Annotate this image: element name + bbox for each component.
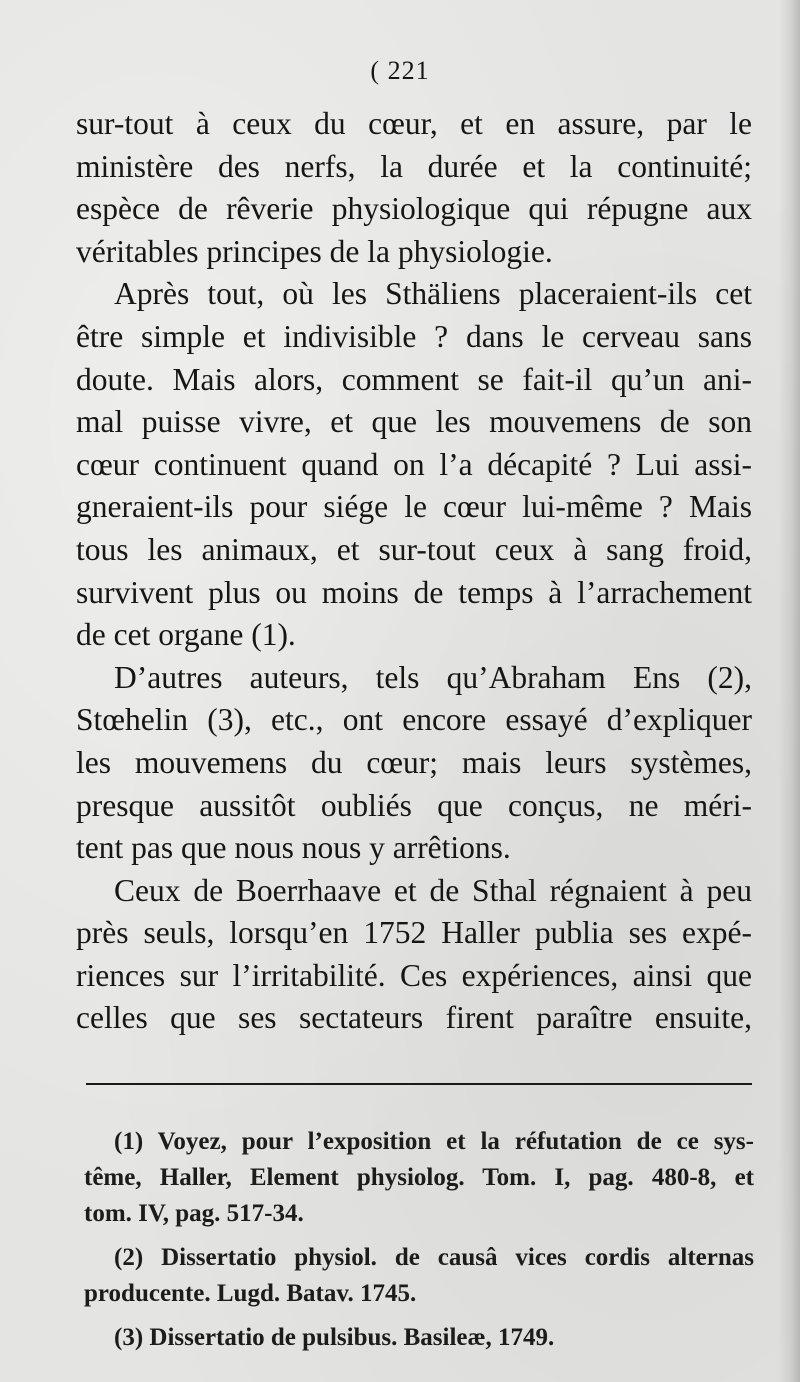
body-line: tent pas que nous nous y arrêtions. xyxy=(76,830,511,866)
footnote-2 xyxy=(84,1240,754,1312)
body-line: gneraient-ils pour siége le cœur lui-même ? Mais xyxy=(76,489,752,525)
body-line: les mouvemens du cœur; mais leurs systèmes, xyxy=(76,744,752,780)
footnote-line: (2) Dissertatio physiol. de causâ vices cordis alternas xyxy=(114,1244,754,1271)
footnote-3 xyxy=(84,1320,754,1356)
body-line: presque aussitôt oubliés que conçus, ne méri- xyxy=(76,787,752,823)
footnote-line: tême, Haller, Element physiolog. Tom. I, pag. 480-8, et xyxy=(84,1164,754,1191)
body-line: de cet organe (1). xyxy=(76,617,296,653)
footnotes xyxy=(84,1124,754,1364)
footnote-line: producente. Lugd. Batav. 1745. xyxy=(84,1280,417,1307)
page-edge-shadow xyxy=(778,0,800,1382)
page-number: ( 221 xyxy=(370,56,430,85)
body-line: Ceux de Boerrhaave et de Sthal régnaient à peu xyxy=(114,872,752,908)
body-line: sur-tout à ceux du cœur, et en assure, par le xyxy=(76,106,752,141)
body-line: celles que ses sectateurs firent paraître ensuite, xyxy=(76,1000,752,1036)
body-line: Après tout, où les Sthäliens placeraient-ils cet xyxy=(114,276,752,312)
body-line: D’autres auteurs, tels qu’Abraham Ens (2), xyxy=(114,659,752,695)
footnote-line: (1) Voyez, pour l’exposition et la réfutation de ce sys- xyxy=(114,1128,754,1155)
body-line: ministère des nerfs, la durée et la continuité; xyxy=(76,148,752,184)
body-line: véritables principes de la physiologie. xyxy=(76,233,553,269)
footnote-line: (3) Dissertatio de pulsibus. Basileæ, 1749. xyxy=(114,1324,555,1351)
body-line: mal puisse vivre, et que les mouvemens de son xyxy=(76,404,752,440)
body-line: près seuls, lorsqu’en 1752 Haller publia ses expé- xyxy=(76,915,752,951)
body-line: être simple et indivisible ? dans le cerveau sans xyxy=(76,318,752,354)
footnote-line: tom. IV, pag. 517-34. xyxy=(84,1200,304,1227)
footnote-1 xyxy=(84,1124,754,1232)
body-line: tous les animaux, et sur-tout ceux à sang froid, xyxy=(76,531,752,567)
body-line: cœur continuent quand on l’a décapité ? Lui assi- xyxy=(76,446,752,482)
footnote-divider xyxy=(86,1083,752,1085)
body-line: Stœhelin (3), etc., ont encore essayé d’expliquer xyxy=(76,702,752,738)
body-line: doute. Mais alors, comment se fait-il qu’un ani- xyxy=(76,361,752,397)
body-line: riences sur l’irritabilité. Ces expériences, ainsi que xyxy=(76,957,752,993)
main-text xyxy=(76,103,752,1040)
body-line: espèce de rêverie physiologique qui répugne aux xyxy=(76,191,752,227)
body-line: survivent plus ou moins de temps à l’arrachement xyxy=(76,574,752,610)
